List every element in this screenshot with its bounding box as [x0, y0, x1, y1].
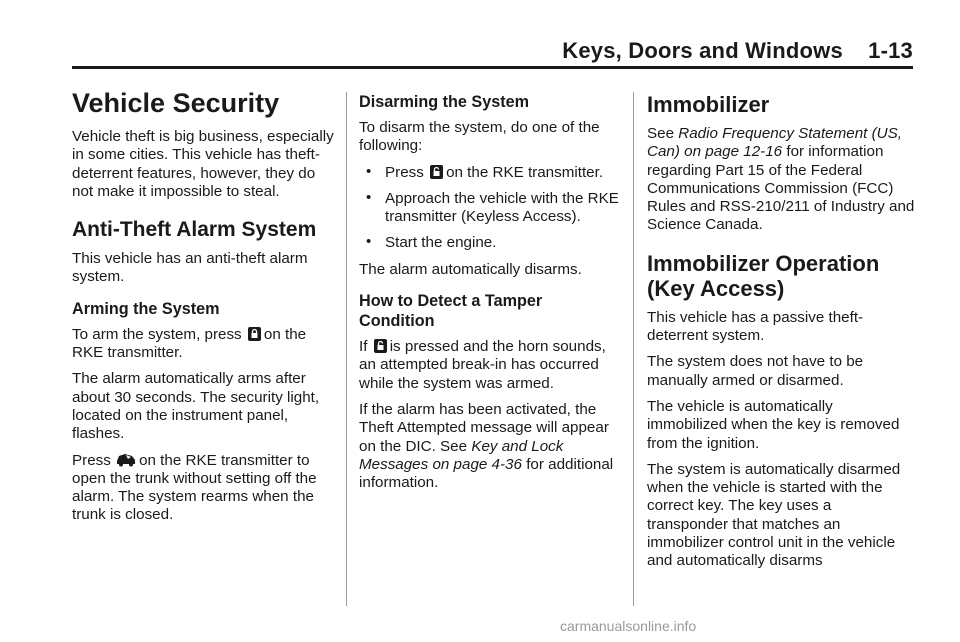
heading-tamper: How to Detect a Tamper Condition [359, 292, 543, 331]
column-1 [72, 86, 334, 533]
header-rule [72, 66, 913, 69]
column-2 [359, 86, 621, 500]
column-divider [346, 92, 347, 606]
page-header [0, 38, 913, 64]
paragraph-tamper: If is pressed and the horn sounds, an attempted break-in has occurred while the system was armed. [359, 338, 606, 392]
cross-reference: Key and Lock Messages on page 4-36 [359, 437, 564, 473]
paragraph: The vehicle is automatically immobilized when the key is removed from the ignition. [647, 397, 900, 452]
bullet-list [359, 164, 621, 253]
heading-disarming: Disarming the System [359, 93, 530, 111]
paragraph-trunk: Press on the RKE transmitter to open the trunk without setting off the alarm. The system rearms when the trunk is closed. [72, 451, 317, 524]
paragraph: The alarm automatically arms after about 30 seconds. The security light, located on the instrument panel, flashes. [72, 370, 320, 443]
header-title: Keys, Doors and Windows [562, 38, 843, 63]
paragraph: The alarm automatically disarms. [359, 260, 582, 278]
list-item: • Start the engine. [359, 234, 621, 252]
paragraph: Vehicle theft is big business, especially in some cities. This vehicle has theft-deterrent features, however, they do not make it impossible to steal. [72, 128, 334, 200]
lock-icon [248, 327, 261, 341]
paragraph: See Radio Frequency Statement (US, Can) on page 12-16 for information regarding Part 15 of the Federal Communications Commission (FCC) Rules and RSS-210/211 of Industry and Science Canada. [647, 125, 915, 234]
cross-reference: Radio Frequency Statement (US, Can) on page 12-16 [647, 125, 902, 161]
paragraph: The system is automatically disarmed when the vehicle is started with the correct key. The key uses a transponder that matches an immobilizer control unit in the vehicle and automatically disarms [647, 460, 901, 570]
watermark: carmanualsonline.info [560, 618, 697, 634]
vehicle-trunk-icon [116, 453, 136, 467]
unlock-icon [374, 339, 387, 353]
heading-anti-theft-alarm: Anti-Theft Alarm System [72, 218, 317, 242]
heading-vehicle-security: Vehicle Security [72, 88, 280, 118]
heading-immobilizer-operation: Immobilizer Operation (Key Access) [647, 250, 880, 301]
list-item: • Press on the RKE transmitter. [359, 164, 621, 182]
paragraph: The system does not have to be manually armed or disarmed. [647, 353, 864, 389]
paragraph: This vehicle has a passive theft-deterrent system. [647, 308, 864, 345]
paragraph-arm: To arm the system, press on the RKE transmitter. [72, 325, 307, 362]
paragraph: To disarm the system, do one of the following: [359, 119, 600, 155]
paragraph: If the alarm has been activated, the Theft Attempted message will appear on the DIC. See Key and Lock Messages on page 4-36 for additional information. [359, 400, 614, 492]
column-divider [633, 92, 634, 606]
heading-arming: Arming the System [72, 299, 220, 318]
column-3 [647, 86, 915, 579]
unlock-icon [430, 165, 443, 179]
paragraph: This vehicle has an anti-theft alarm system. [72, 250, 308, 286]
list-item: • Approach the vehicle with the RKE transmitter (Keyless Access). [359, 190, 621, 227]
heading-immobilizer: Immobilizer [647, 92, 770, 117]
page-number: 1-13 [868, 38, 913, 63]
